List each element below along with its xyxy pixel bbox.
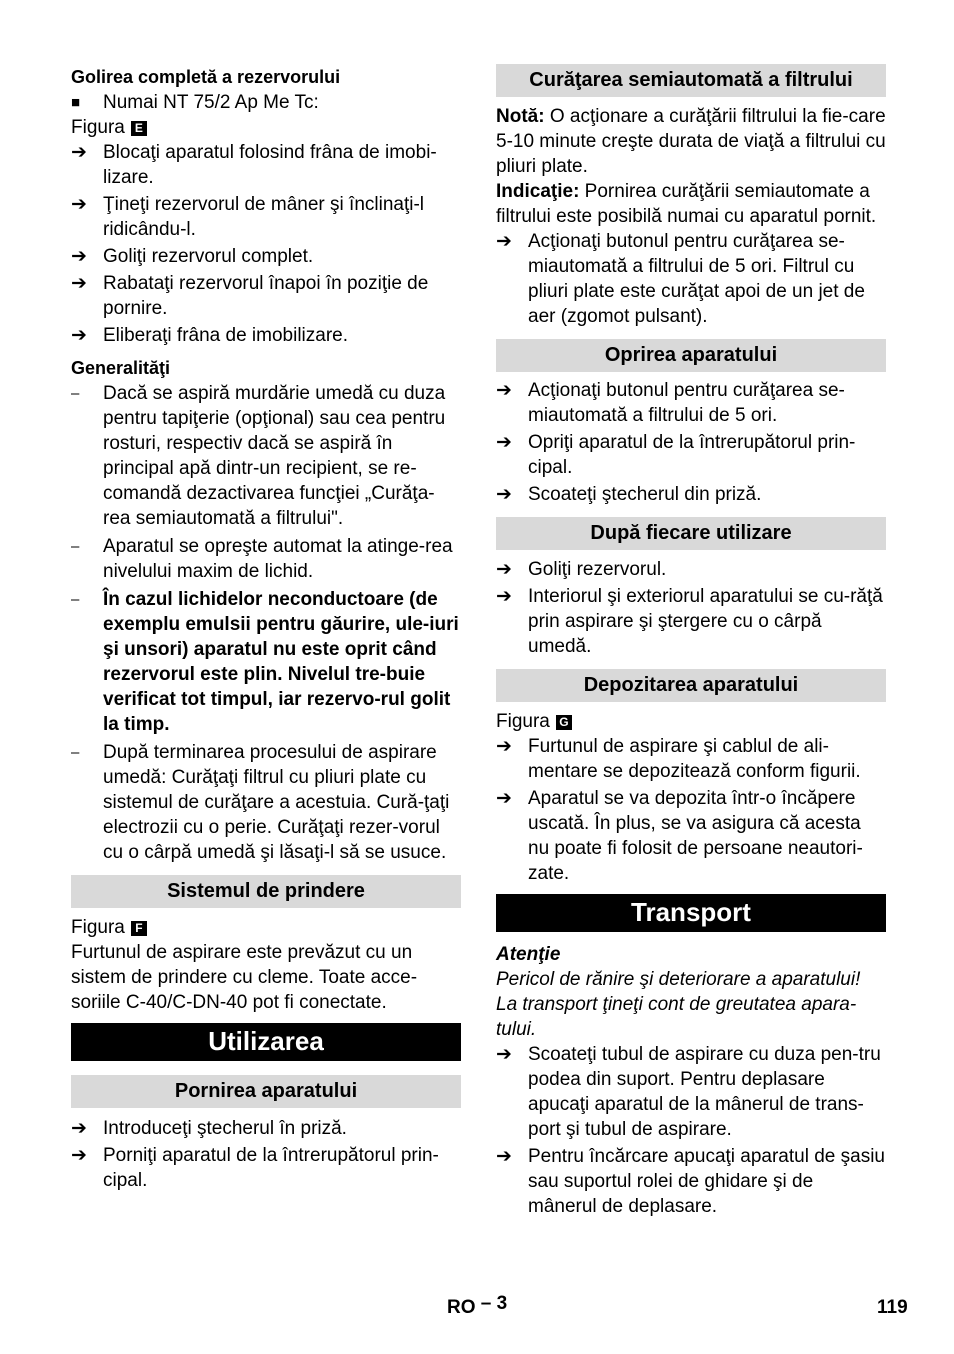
- arrow-icon: ➔: [496, 380, 512, 401]
- list-item: ➔ Ţineţi rezervorul de mâner şi înclinaţi-l ridicându-l.: [71, 194, 425, 240]
- list-item: ➔ Rabataţi rezervorul înapoi în poziţie de pornire.: [71, 273, 429, 319]
- dash-list: [71, 381, 461, 865]
- chapter-heading: Transport: [496, 894, 886, 932]
- arrow-icon: ➔: [71, 246, 87, 267]
- steps-list: [496, 378, 886, 507]
- list-item: ➔ Interiorul şi exteriorul aparatului se cu-răţă prin aspirare şi ştergere cu o cârpă umedă.: [496, 586, 883, 657]
- steps-list: [496, 734, 886, 886]
- list-item: ➔ Pentru încărcare apucaţi aparatul de şasiu sau suportul rolei de ghidare şi de mânerul de deplasare.: [496, 1146, 885, 1217]
- steps-list: [71, 1116, 461, 1193]
- arrow-icon: ➔: [496, 432, 512, 453]
- list-item: – Aparatul se opreşte automat la atinge-rea nivelului maxim de lichid.: [71, 536, 453, 582]
- dash-bullet-icon: –: [71, 744, 80, 761]
- list-item-warning: – În cazul lichidelor neconductoare (de exemplu emulsii pentru găurire, ule-iuri şi unsori) aparatul nu este oprit când rezervorul este plin. Nivelul tre-buie verificat tot timpul, iar rezervo-rul golit la timp.: [71, 589, 459, 735]
- section-bar-heading: Oprirea aparatului: [496, 339, 886, 372]
- footer-dash: –: [480, 1293, 492, 1314]
- footer-section-ref: [447, 1293, 508, 1319]
- arrow-icon: ➔: [496, 231, 512, 252]
- list-item: ➔ Goliţi rezervorul complet.: [71, 246, 314, 267]
- section-heading: Generalităţi: [71, 358, 171, 378]
- arrow-icon: ➔: [496, 736, 512, 757]
- list-item: ➔ Introduceţi ştecherul în priză.: [71, 1118, 347, 1139]
- arrow-icon: ➔: [496, 586, 512, 607]
- list-item: ➔ Aparatul se va depozita într-o încăpere uscată. În plus, se va asigura că acesta nu poate fi folosit de persoane neautori-zate.: [496, 788, 863, 884]
- list-item: ➔ Eliberaţi frâna de imobilizare.: [71, 325, 349, 346]
- left-column: [71, 64, 461, 1193]
- figure-ref: Figura F: [71, 915, 461, 940]
- steps-list: [71, 140, 461, 348]
- arrow-icon: ➔: [71, 325, 87, 346]
- footer-section-page: 3: [496, 1293, 508, 1314]
- figure-ref: Figura G: [496, 709, 886, 734]
- warning-text: Pericol de rănire şi deteriorare a aparatului! La transport ţineţi cont de greutatea apara-tului.: [496, 969, 861, 1040]
- hint-paragraph: Indicaţie: Pornirea curăţării semiautomate a filtrului este posibilă numai cu aparatul pornit.: [496, 181, 877, 227]
- section-bar-heading: Depozitarea aparatului: [496, 669, 886, 702]
- arrow-icon: ➔: [71, 1145, 87, 1166]
- square-bullet-icon: ■: [71, 94, 81, 111]
- figure-ref: Figura E: [71, 115, 461, 140]
- dash-bullet-icon: –: [71, 385, 80, 402]
- arrow-icon: ➔: [496, 559, 512, 580]
- dash-bullet-icon: –: [71, 591, 80, 608]
- arrow-icon: ➔: [71, 1118, 87, 1139]
- page-number: 119: [877, 1297, 908, 1318]
- list-item: ➔ Scoateţi ştecherul din priză.: [496, 484, 762, 505]
- list-item: – După terminarea procesului de aspirare umedă: Curăţaţi filtrul cu pliuri plate cu sistemul de curăţare a acestuia. Cură-ţaţi electrozii cu o perie. Curăţaţi rezer-vorul cu o cârpă umedă şi lăsaţi-l să se usuce.: [71, 742, 450, 863]
- list-item: ➔ Furtunul de aspirare şi cablul de ali-mentare se depozitează conform figurii.: [496, 736, 861, 782]
- right-column: [496, 64, 886, 1219]
- figure-letter-icon: F: [131, 921, 147, 936]
- note-paragraph: Notă: O acţionare a curăţării filtrului la fie-care 5-10 minute creşte durata de viaţă a filtrului cu pliuri plate.: [496, 106, 886, 177]
- arrow-icon: ➔: [496, 1146, 512, 1167]
- list-item: ➔ Acţionaţi butonul pentru curăţarea se-miautomată a filtrului de 5 ori. Filtrul cu pliuri plate este curăţat apoi de un jet de aer (zgomot pulsant).: [496, 231, 865, 327]
- section-bar-heading: După fiecare utilizare: [496, 517, 886, 550]
- list-item: ➔ Blocaţi aparatul folosind frâna de imobi-lizare.: [71, 142, 437, 188]
- arrow-icon: ➔: [71, 273, 87, 294]
- steps-list: [496, 1042, 886, 1219]
- list-item: ➔ Opriţi aparatul de la întrerupătorul prin-cipal.: [496, 432, 856, 478]
- arrow-icon: ➔: [496, 484, 512, 505]
- list-item: ➔ Acţionaţi butonul pentru curăţarea se-miautomată a filtrului de 5 ori.: [496, 380, 845, 426]
- steps-list: [496, 557, 886, 659]
- dash-bullet-icon: –: [71, 538, 80, 555]
- footer-lang: RO: [447, 1297, 476, 1318]
- section-bar-heading: Sistemul de prindere: [71, 875, 461, 908]
- section-bar-heading: Pornirea aparatului: [71, 1075, 461, 1108]
- list-item: ➔ Scoateţi tubul de aspirare cu duza pen-tru podea din suport. Pentru deplasare apucaţi aparatul de la mânerul de trans-port şi tubul de aspirare.: [496, 1044, 881, 1140]
- arrow-icon: ➔: [71, 142, 87, 163]
- list-item: – Dacă se aspiră murdărie umedă cu duza pentru tapiţerie (opţional) sau cea pentru rosturi, respectiv dacă se aspiră în principal apă dintr-un recipient, se re-comandă dezactivarea funcţiei „Curăţa-rea semiautomată a filtrului".: [71, 383, 446, 529]
- figure-letter-icon: E: [131, 121, 147, 136]
- arrow-icon: ➔: [496, 1044, 512, 1065]
- list-item: ■ Numai NT 75/2 Ap Me Tc:: [71, 92, 319, 113]
- list-item: ➔ Porniţi aparatul de la întrerupătorul prin-cipal.: [71, 1145, 439, 1191]
- warning-label: Atenţie: [496, 944, 561, 965]
- chapter-heading: Utilizarea: [71, 1023, 461, 1061]
- figure-letter-icon: G: [556, 715, 572, 730]
- paragraph: Furtunul de aspirare este prevăzut cu un sistem de prindere cu cleme. Toate acce-soriile C-40/C-DN-40 pot fi conectate.: [71, 942, 418, 1013]
- arrow-icon: ➔: [71, 194, 87, 215]
- list-item: ➔ Goliţi rezervorul.: [496, 559, 667, 580]
- section-heading: Golirea completă a rezervorului: [71, 67, 341, 87]
- section-bar-heading: Curăţarea semiautomată a filtrului: [496, 64, 886, 97]
- steps-list: [496, 229, 886, 329]
- arrow-icon: ➔: [496, 788, 512, 809]
